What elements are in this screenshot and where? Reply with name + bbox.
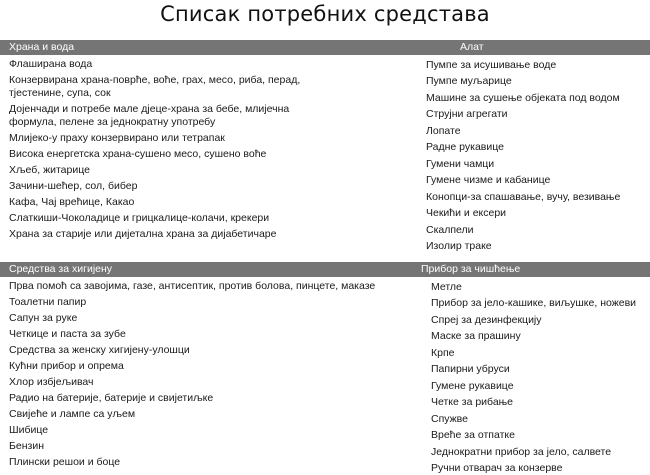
list-item: Зачини-шећер, сол, бибер <box>9 180 138 192</box>
list-item: Висока енергетска храна-сушено месо, сушено воће <box>9 148 267 160</box>
list-item: Дојенчади и потребе мале дјеце-храна за бебе, млијечна формула, пелене за једнократну употребу <box>9 103 290 128</box>
list-item: Метле <box>431 280 462 293</box>
header-tools: Алат <box>460 41 484 53</box>
list-item: Плински решои и боце <box>9 456 121 468</box>
list-item: Вреће за отпатке <box>431 429 515 441</box>
list-item: Пумпе муљарице <box>426 75 512 87</box>
section-food-tools <box>0 40 650 258</box>
list-item: Маске за прашину <box>431 330 521 342</box>
list-item: Ручни отварач за конзерве <box>431 462 563 474</box>
list-item: Сапун за руке <box>9 312 78 324</box>
list-item: Хлор избјељивач <box>9 376 94 388</box>
list-item: Конзервирана храна-поврће, воће, грах, месо, риба, перад, тјестенине, супа, сок <box>9 74 301 99</box>
header-food-water: Храна и вода <box>9 41 75 53</box>
list-item: Пумпе за исушивање воде <box>426 58 557 71</box>
list-item: Гумене рукавице <box>431 379 514 392</box>
list-item: Храна за старије или дијетална храна за дијабетичаре <box>9 228 277 240</box>
list-item: Четке за рибање <box>431 396 514 408</box>
list-item: Машине за сушење објеката под водом <box>426 91 620 104</box>
list-item: Изолир траке <box>426 240 492 252</box>
header-hygiene: Средства за хигијену <box>9 263 113 275</box>
list-item: Једнократни прибор за јело, салвете <box>431 445 612 458</box>
section-header <box>0 262 650 277</box>
cleaning-list <box>431 277 650 475</box>
list-item: Папирни убруси <box>431 363 510 375</box>
page-title: Списак потребних средстава <box>160 2 490 26</box>
list-item: Бензин <box>9 440 45 452</box>
list-item: Скалпели <box>426 223 474 236</box>
list-item: Свијеће и лампе са уљем <box>9 408 136 420</box>
header-cleaning: Прибор за чишћење <box>421 263 521 275</box>
list-item: Струјни агрегати <box>426 108 508 120</box>
list-item: Радне рукавице <box>426 141 504 153</box>
tools-list <box>426 55 650 253</box>
list-item: Хљеб, житарице <box>9 164 90 176</box>
list-item: Прва помоћ са завојима, газе, антисептик, против болова, пинцете, маказе <box>9 280 376 292</box>
list-item: Гумени чамци <box>426 157 495 170</box>
section-header <box>0 40 650 55</box>
list-item: Флаширана вода <box>9 58 93 70</box>
list-item: Прибор за јело-кашике, виљушке, ножеви <box>431 297 637 309</box>
list-item: Четкице и паста за зубе <box>9 328 126 340</box>
list-item: Лопате <box>426 124 461 137</box>
food-water-list <box>9 55 409 241</box>
hygiene-list <box>9 277 409 469</box>
list-item: Крпе <box>431 346 455 359</box>
list-item: Спреј за дезинфекцију <box>431 313 542 326</box>
list-item: Слаткиши-Чоколадице и грицкалице-колачи, крекери <box>9 212 270 224</box>
list-item: Кафа, Чај врећице, Какао <box>9 196 135 208</box>
list-item: Млијеко-у праху конзервирано или тетрапак <box>9 132 225 144</box>
list-item: Средства за женску хигијену-улошци <box>9 344 190 356</box>
list-item: Гумене чизме и кабанице <box>426 174 551 186</box>
list-item: Конопци-за спашавање, вучу, везивање <box>426 190 621 203</box>
list-item: Кућни прибор и опрема <box>9 360 124 372</box>
list-item: Чекићи и ексери <box>426 207 507 219</box>
list-item: Шибице <box>9 424 49 436</box>
list-item: Спужве <box>431 412 468 425</box>
section-hygiene-cleaning <box>0 262 650 475</box>
list-item: Тоалетни папир <box>9 296 87 308</box>
list-item: Радио на батерије, батерије и свијетиљке <box>9 392 214 404</box>
